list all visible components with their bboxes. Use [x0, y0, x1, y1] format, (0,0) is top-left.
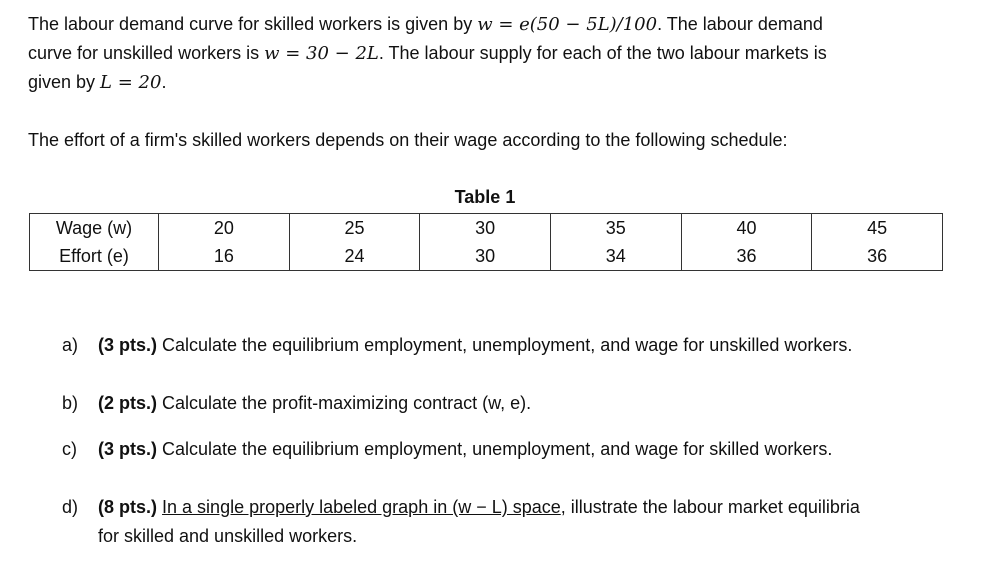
- wage-row-label: Wage (w): [30, 214, 159, 243]
- wage-cell: 30: [420, 214, 551, 243]
- question-text: Calculate the equilibrium employment, unemployment, and wage for unskilled workers.: [157, 335, 853, 355]
- intro-line-2: [28, 39, 958, 68]
- intro-line-3: [28, 68, 958, 97]
- unskilled-demand-equation: w = 30 − 2L: [264, 43, 379, 64]
- intro-text: The labour demand curve for skilled workers is given by: [28, 14, 478, 34]
- effort-cell: 24: [289, 242, 420, 271]
- table-caption: Table 1: [454, 187, 516, 207]
- intro-text: given by: [28, 72, 101, 92]
- question-c: [62, 435, 962, 464]
- question-points: (3 pts.): [98, 335, 158, 355]
- question-underlined-text: In a single properly labeled graph in (w − L) space: [162, 497, 561, 517]
- skilled-demand-equation: w = e(50 − 5L)/100: [477, 14, 658, 35]
- effort-row: [30, 242, 943, 271]
- question-d: [62, 493, 962, 551]
- question-points: (3 pts.): [98, 439, 158, 459]
- wage-cell: 25: [289, 214, 420, 243]
- question-b: [62, 389, 962, 418]
- question-letter: c): [62, 439, 77, 459]
- effort-cell: 36: [812, 242, 943, 271]
- effort-paragraph: [28, 126, 958, 155]
- intro-paragraph: [28, 10, 958, 97]
- intro-text: .: [161, 72, 167, 92]
- question-text: , illustrate the labour market equilibria: [560, 497, 860, 517]
- effort-text: The effort of a firm's skilled workers depends on their wage according to the following schedule:: [28, 130, 788, 150]
- question-points: (2 pts.): [98, 393, 158, 413]
- wage-cell: 35: [550, 214, 681, 243]
- effort-cell: 30: [420, 242, 551, 271]
- question-letter: d): [62, 497, 79, 517]
- effort-row-label: Effort (e): [30, 242, 159, 271]
- wage-cell: 20: [159, 214, 290, 243]
- effort-cell: 36: [681, 242, 812, 271]
- intro-text: curve for unskilled workers is: [28, 43, 265, 63]
- question-text: Calculate the profit-maximizing contract (w, e).: [157, 393, 532, 413]
- question-text: Calculate the equilibrium employment, unemployment, and wage for skilled workers.: [157, 439, 833, 459]
- question-letter: a): [62, 335, 79, 355]
- question-letter: b): [62, 393, 79, 413]
- intro-line-1: [28, 10, 958, 39]
- question-text-continued: for skilled and unskilled workers.: [98, 526, 358, 546]
- wage-row: [30, 214, 943, 243]
- effort-table: [29, 213, 943, 271]
- intro-text: . The labour demand: [657, 14, 823, 34]
- intro-text: . The labour supply for each of the two labour markets is: [378, 43, 827, 63]
- effort-cell: 34: [550, 242, 681, 271]
- question-points: (8 pts.): [98, 497, 158, 517]
- wage-cell: 45: [812, 214, 943, 243]
- question-a: [62, 331, 962, 360]
- wage-cell: 40: [681, 214, 812, 243]
- effort-cell: 16: [159, 242, 290, 271]
- labour-supply-equation: L = 20: [100, 72, 162, 93]
